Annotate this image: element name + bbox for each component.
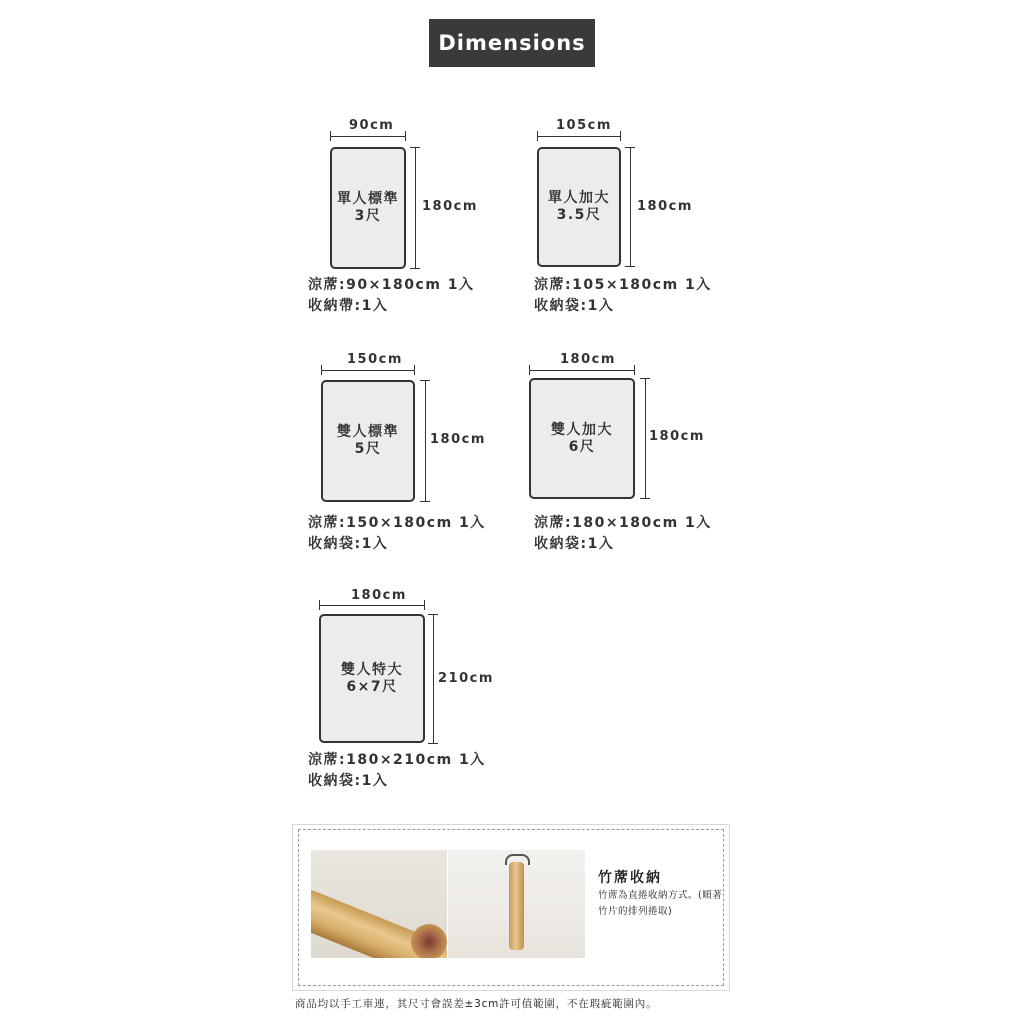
rolled-mat-photo: [311, 850, 447, 958]
width-label: 105cm: [556, 118, 612, 133]
mat-name: 單人加大: [548, 190, 610, 206]
mat-spec: 涼蓆:90×180cm 1入: [308, 277, 475, 293]
mat-size: 6×7尺: [346, 678, 398, 695]
width-label: 90cm: [349, 118, 395, 133]
bamboo-roll-end-graphic: [411, 924, 447, 958]
storage-panel: [292, 824, 730, 991]
length-label: 180cm: [430, 432, 486, 447]
length-label: 180cm: [422, 199, 478, 214]
mat-name: 雙人特大: [341, 661, 403, 678]
length-dimension-line: [425, 380, 426, 502]
width-dimension-line: [319, 605, 425, 606]
mat-name: 雙人標準: [337, 424, 399, 440]
width-label: 180cm: [351, 588, 407, 603]
width-label: 150cm: [347, 352, 403, 367]
length-dimension-line: [433, 614, 434, 744]
upright-roll-photo: [448, 850, 585, 958]
width-dimension-line: [330, 136, 406, 137]
bag-spec: 收納袋:1入: [534, 298, 615, 314]
width-label: 180cm: [560, 352, 616, 367]
mat-size: 3尺: [354, 208, 382, 224]
mat-name: 雙人加大: [551, 421, 613, 438]
width-dimension-line: [529, 370, 635, 371]
bag-spec: 收納袋:1入: [308, 536, 389, 552]
length-label: 180cm: [649, 429, 705, 444]
mat-size: 6尺: [568, 438, 596, 455]
bag-spec: 收納袋:1入: [534, 536, 615, 552]
length-dimension-line: [645, 378, 646, 499]
mat-spec: 涼蓆:105×180cm 1入: [534, 277, 712, 293]
mat-diagram: [330, 147, 406, 269]
length-label: 180cm: [637, 199, 693, 214]
mat-spec: 涼蓆:150×180cm 1入: [308, 515, 486, 531]
bag-spec: 收納帶:1入: [308, 298, 389, 314]
mat-diagram: [529, 378, 635, 499]
footnote: 商品均以手工車連，其尺寸會誤差±3cm許可值範圍，不在瑕疵範圍內。: [295, 998, 658, 1010]
mat-diagram: [537, 147, 621, 267]
length-dimension-line: [415, 147, 416, 269]
mat-diagram: [319, 614, 425, 743]
storage-description: 竹蓆為直捲收納方式。(順著竹片的排列捲取): [598, 890, 723, 917]
length-dimension-line: [630, 147, 631, 267]
length-label: 210cm: [438, 671, 494, 686]
mat-spec: 涼蓆:180×210cm 1入: [308, 752, 486, 768]
page-title: Dimensions: [429, 19, 595, 67]
mat-name: 單人標準: [337, 191, 399, 207]
storage-title: 竹蓆收納: [598, 870, 662, 886]
bag-spec: 收納袋:1入: [308, 773, 389, 789]
bamboo-tube-graphic: [509, 862, 524, 950]
width-dimension-line: [321, 370, 415, 371]
width-dimension-line: [537, 136, 621, 137]
mat-diagram: [321, 380, 415, 502]
mat-size: 5尺: [354, 441, 382, 457]
mat-spec: 涼蓆:180×180cm 1入: [534, 515, 712, 531]
mat-size: 3.5尺: [556, 207, 602, 223]
